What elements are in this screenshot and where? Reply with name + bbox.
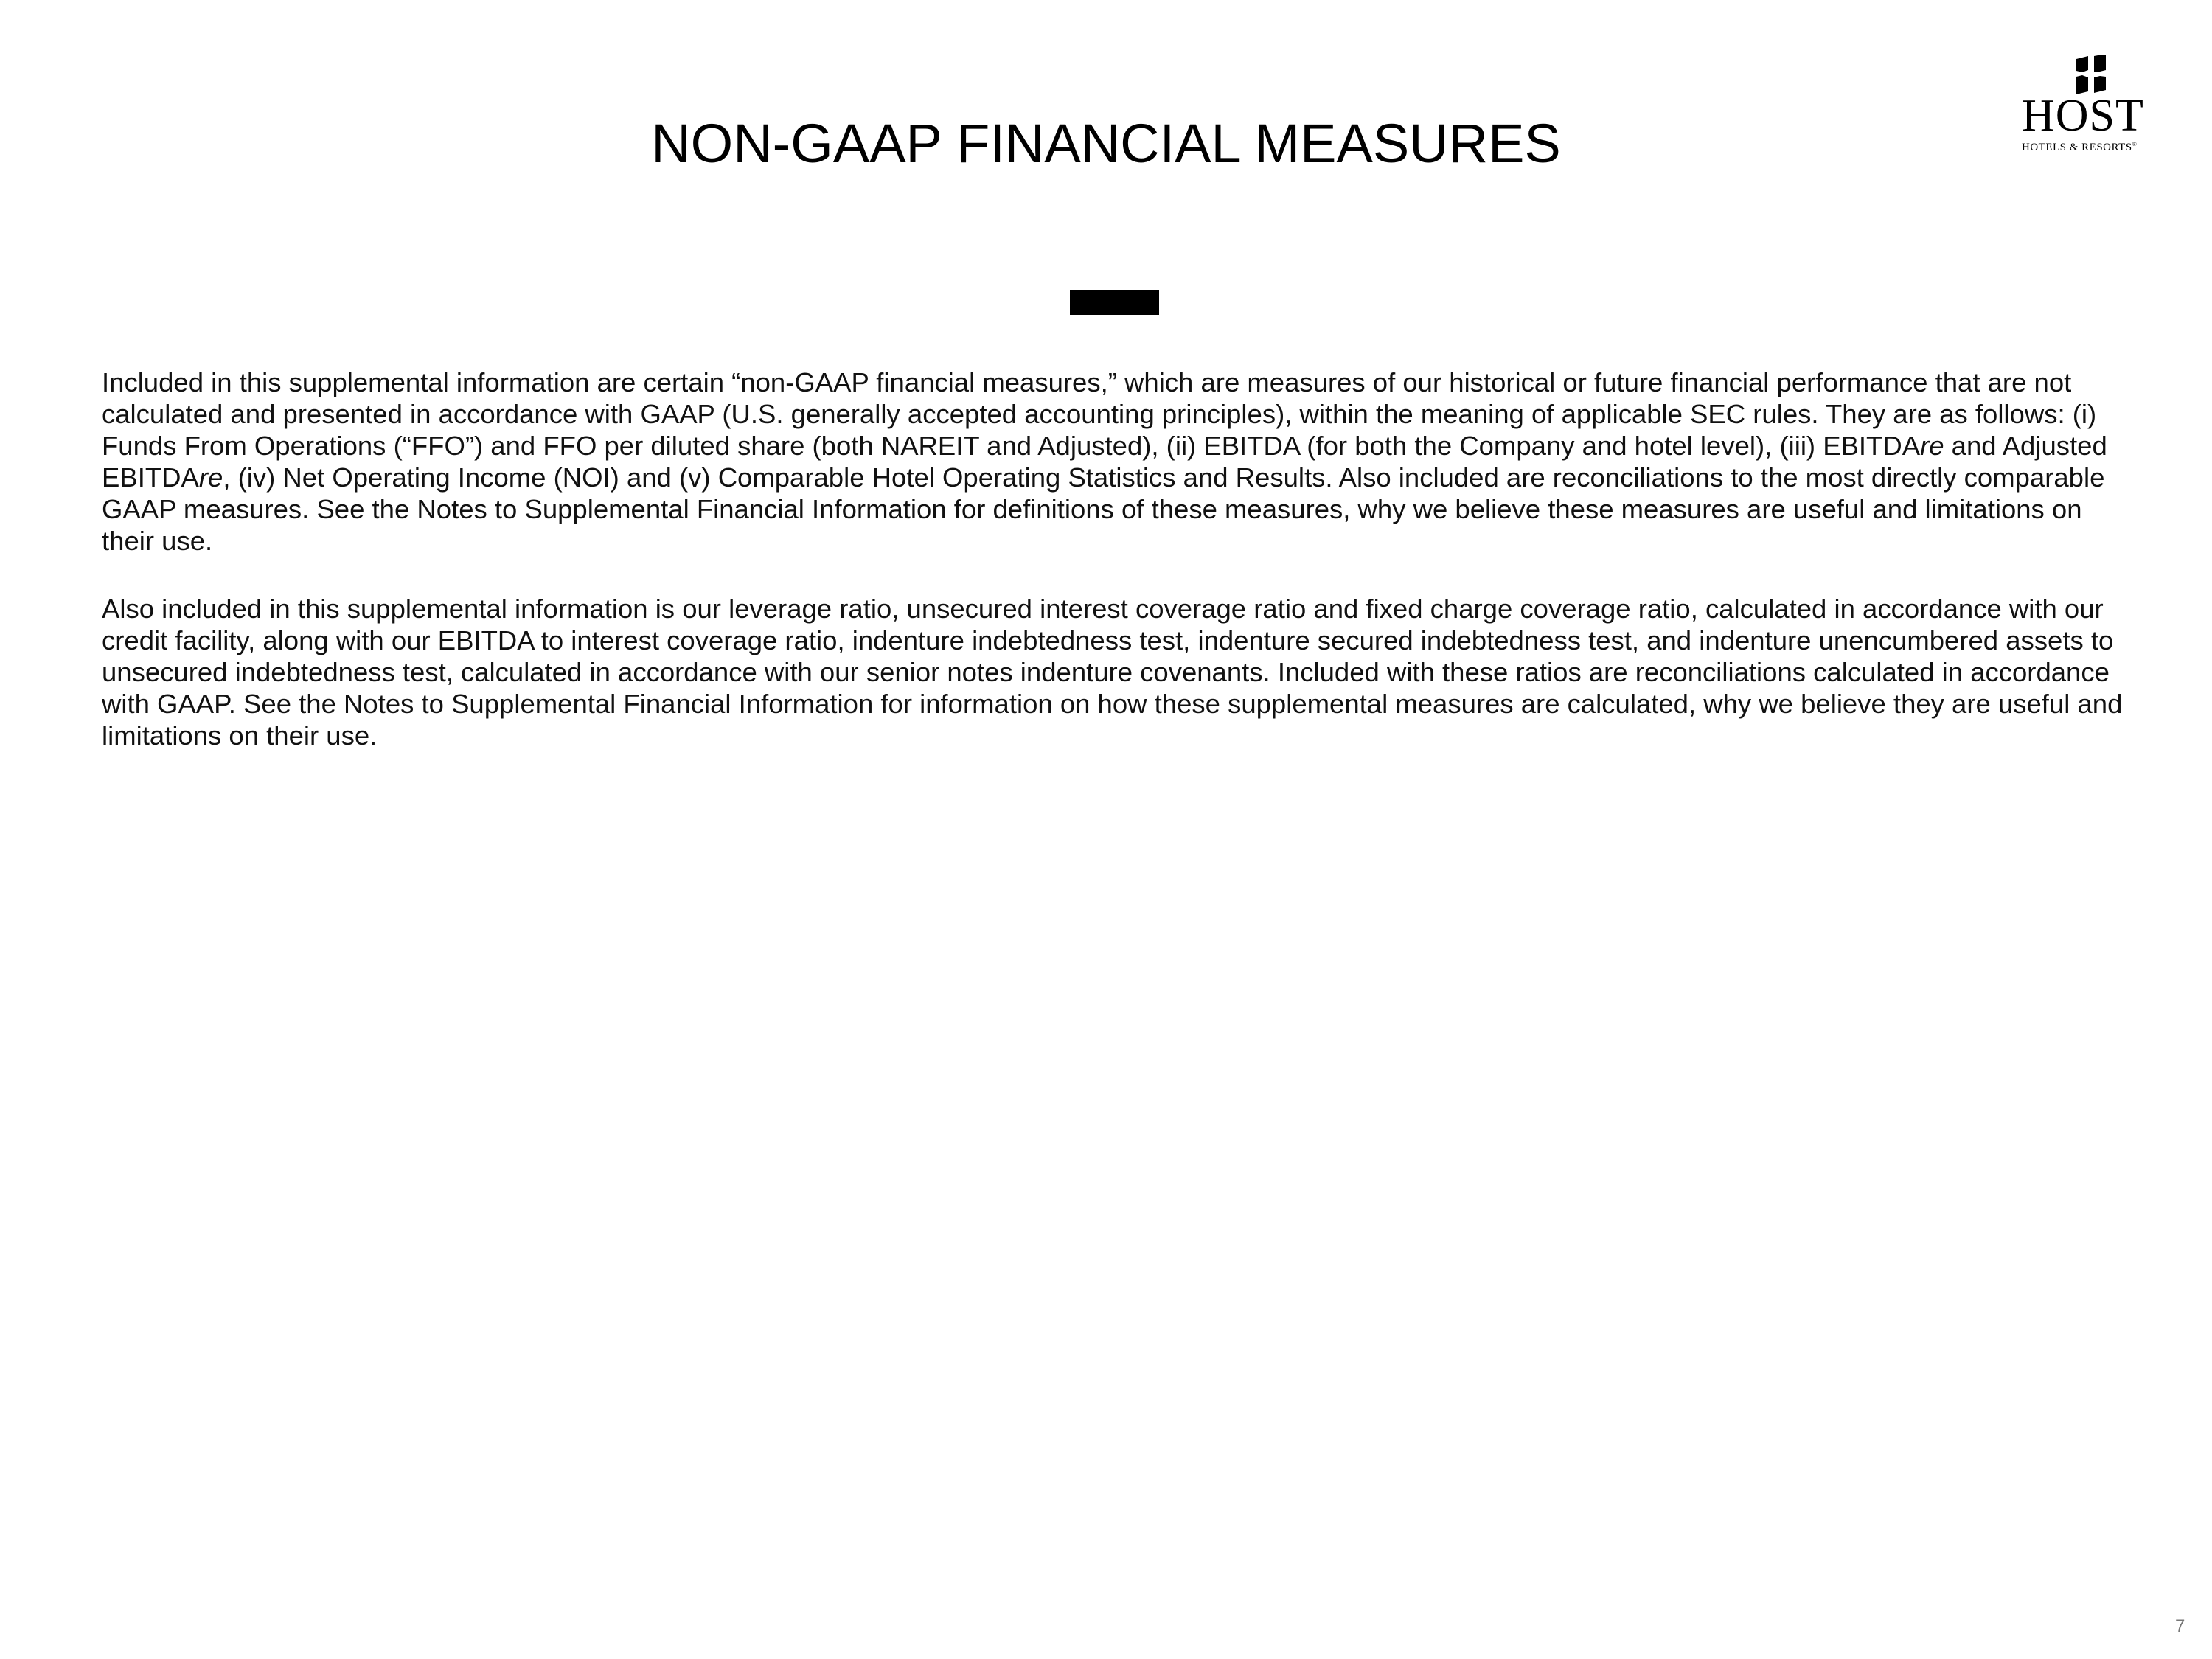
non-gaap-description [102,366,2137,787]
paragraph-coverage-ratios: Also included in this supplemental information is our leverage ratio, unsecured interest coverage ratio and fixed charge coverage ratio, calculated in accordance with our credit facility, along with our EBITDA to interest coverage ratio, indenture indebtedness test, indenture secured indebtedness test, and indenture unencumbered assets to unsecured indebtedness test, calculated in accordance with our senior notes indenture covenants. Included with these ratios are reconciliations calculated in accordance with GAAP. See the Notes to Supplemental Financial Information for information on how these supplemental measures are calculated, why we believe they are useful and limitations on their use. [102,594,2123,751]
logo-tagline: HOTELS & RESORTS® [2022,141,2138,153]
host-hotels-logo [2020,52,2168,155]
paragraph-non-gaap-measures: Included in this supplemental information are certain “non-GAAP financial measures,” which are measures of our historical or future financial performance that are not calculated and presented in accordance with GAAP (U.S. generally accepted accounting principles), within the meaning of applicable SEC rules. They are as follows: (i) Funds From Operations (“FFO”) and FFO per diluted share (both NAREIT and Adjusted), (ii) EBITDA (for both the Company and hotel level), (iii) EBITDAre and Adjusted EBITDAre, (iv) Net Operating Income (NOI) and (v) Comparable Hotel Operating Statistics and Results. Also included are reconciliations to the most directly comparable GAAP measures. See the Notes to Supplemental Financial Information for definitions of these measures, why we believe these measures are useful and limitations on their use. [102,367,2107,556]
host-building-mark-icon [2073,55,2110,94]
registered-mark: ® [2132,141,2138,147]
page-number: 7 [2175,1616,2185,1636]
title-divider-bar [1070,290,1159,315]
logo-wordmark: HOST [2022,91,2144,141]
page-title: NON-GAAP FINANCIAL MEASURES [651,113,1561,174]
